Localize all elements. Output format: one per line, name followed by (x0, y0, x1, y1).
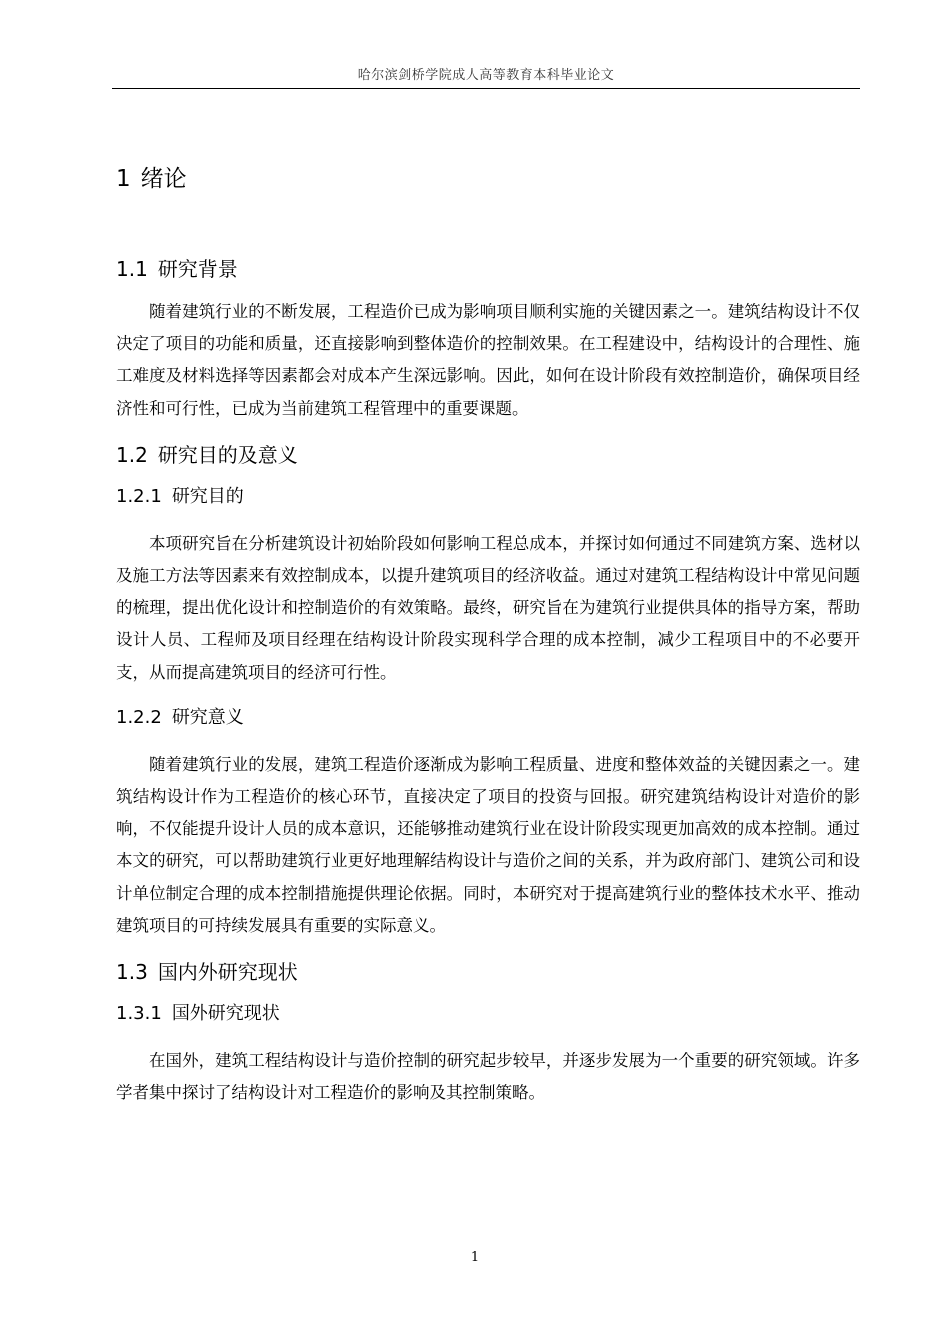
paragraph-foreign-research: 在国外，建筑工程结构设计与造价控制的研究起步较早，并逐步发展为一个重要的研究领域。许多学者集中探讨了结构设计对工程造价的影响及其控制策略。 (116, 1051, 860, 1103)
subsection-number: 1.2.2 (116, 706, 162, 728)
section-heading-1-3 (116, 956, 860, 985)
subsection-heading-1-2-2 (116, 703, 860, 729)
subsection-number: 1.3.1 (116, 1003, 162, 1025)
chapter-number: 1 (116, 166, 131, 192)
paragraph-research-significance: 随着建筑行业的发展，建筑工程造价逐渐成为影响工程质量、进度和整体效益的关键因素之一。建筑结构设计作为工程造价的核心环节，直接决定了项目的投资与回报。研究建筑结构设计对造价的影响，不仅能提升设计人员的成本意识，还能够推动建筑行业在设计阶段实现更加高效的成本控制。通过本文的研究，可以帮助建筑行业更好地理解结构设计与造价之间的关系，并为政府部门、建筑公司和设计单位制定合理的成本控制措施提供理论依据。同时，本研究对于提高建筑行业的整体技术水平、推动建筑项目的可持续发展具有重要的实际意义。 (116, 754, 860, 935)
section-title: 国内外研究现状 (157, 960, 298, 985)
section-number: 1.1 (116, 257, 148, 281)
paragraph-research-purpose: 本项研究旨在分析建筑设计初始阶段如何影响工程总成本，并探讨如何通过不同建筑方案、选材以及施工方法等因素来有效控制成本，以提升建筑项目的经济收益。通过对建筑工程结构设计中常见问题的梳理，提出优化设计和控制造价的有效策略。最终，研究旨在为建筑行业提供具体的指导方案，帮助设计人员、工程师及项目经理在结构设计阶段实现科学合理的成本控制，减少工程项目中的不必要开支，从而提高建筑项目的经济可行性。 (116, 533, 860, 682)
subsection-heading-1-3-1 (116, 999, 860, 1025)
section-heading-1-1 (116, 253, 860, 282)
subsection-number: 1.2.1 (116, 485, 162, 507)
subsection-title: 研究意义 (171, 706, 244, 728)
chapter-heading (116, 160, 860, 193)
header-divider (112, 88, 860, 89)
section-title: 研究目的及意义 (157, 442, 298, 467)
subsection-heading-1-2-1 (116, 482, 860, 508)
subsection-title: 国外研究现状 (171, 1003, 280, 1025)
section-number: 1.3 (116, 960, 148, 985)
page-number: 1 (470, 1250, 480, 1265)
chapter-title: 绪论 (140, 166, 187, 192)
paragraph-research-background: 随着建筑行业的不断发展，工程造价已成为影响项目顺利实施的关键因素之一。建筑结构设计不仅决定了项目的功能和质量，还直接影响到整体造价的控制效果。在工程建设中，结构设计的合理性、施工难度及材料选择等因素都会对成本产生深远影响。因此，如何在设计阶段有效控制造价，确保项目经济性和可行性，已成为当前建筑工程管理中的重要课题。 (116, 302, 860, 418)
page-body (116, 150, 860, 1123)
running-header: 哈尔滨剑桥学院成人高等教育本科毕业论文 (357, 68, 615, 83)
subsection-title: 研究目的 (171, 485, 244, 507)
section-number: 1.2 (116, 442, 148, 467)
section-title: 研究背景 (157, 257, 238, 281)
section-heading-1-2 (116, 439, 860, 468)
